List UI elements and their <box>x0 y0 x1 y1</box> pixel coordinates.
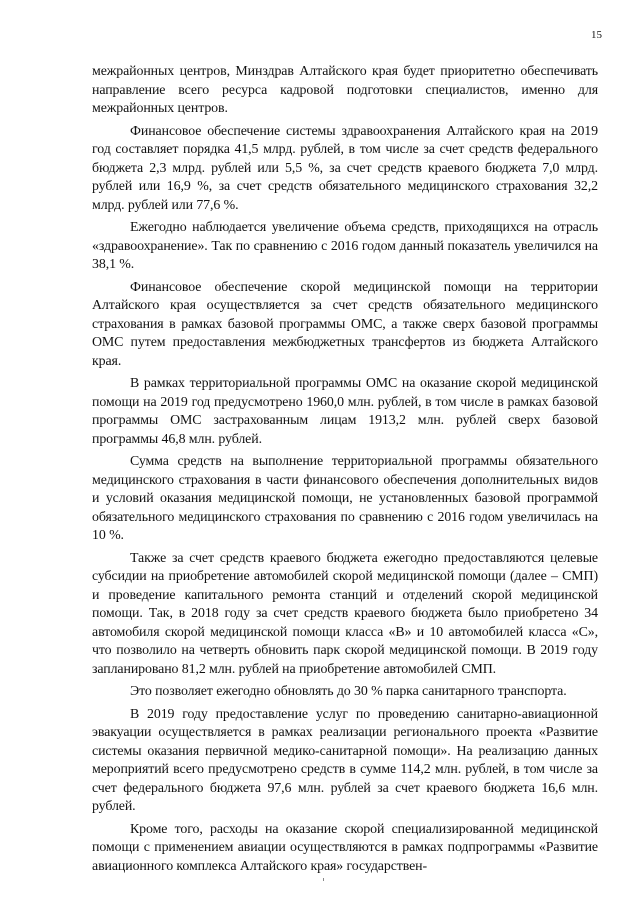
paragraph-6: Сумма средств на выполнение территориальной программы обязательного медицинского страхования в части финансового обеспечения дополнительных видов и условий оказания медицинской помощи, не установленных базовой программой обязательного медицинского страхования по сравнению с 2016 годом увеличилась на 10 %. <box>92 454 598 543</box>
paragraph-5: В рамках территориальной программы ОМС на оказание скорой медицинской помощи на 2019 год предусмотрено 1960,0 млн. рублей, в том числе в рамках базовой программы ОМС застрахованным лицам 1913,2 млн. рублей сверх базовой программы 46,8 млн. рублей. <box>92 376 598 447</box>
paragraph-2: Финансовое обеспечение системы здравоохранения Алтайского края на 2019 год составляет порядка 41,5 млрд. рублей, в том числе за счет средств федерального бюджета 2,3 млрд. рублей или 5,5 %, за счет средств краевого бюджета 7,0 млрд. рублей или 16,9 %, за счет средств обязательного медицинского страхования 32,2 млрд. рублей или 77,6 %. <box>92 123 598 213</box>
paragraph-4: Финансовое обеспечение скорой медицинской помощи на территории Алтайского края осуществляется за счет средств обязательного медицинского страхования в рамках базовой программы ОМС, а также сверх базовой программы ОМС путем предоставления межбюджетных трансфертов из бюджета Алтайского края. <box>92 279 598 369</box>
paragraph-7: Также за счет средств краевого бюджета ежегодно предоставляются целевые субсидии на приобретение автомобилей скорой медицинской помощи (далее – СМП) и проведение капитального ремонта станций и отделений скорой медицинской помощи. Так, в 2018 году за счет средств краевого бюджета было приобретено 34 автомобиля скорой медицинской помощи класса «В» и 10 автомобилей класса «С», что позволило на четверть обновить парк скорой медицинской помощи. В 2019 году запланировано 81,2 млн. рублей на приобретение автомобилей СМП. <box>92 550 598 677</box>
paragraph-3: Ежегодно наблюдается увеличение объема средств, приходящихся на отрасль «здравоохранение». Так по сравнению с 2016 годом данный показатель увеличился на 38,1 %. <box>92 220 598 272</box>
paragraph-8: Это позволяет ежегодно обновлять до 30 % парка санитарного транспорта. <box>130 684 567 699</box>
document-body <box>92 63 598 876</box>
paragraph-1: межрайонных центров, Минздрав Алтайского края будет приоритетно обеспечивать направление всего ресурса кадровой подготовки специалистов, именно для межрайонных центров. <box>92 64 598 116</box>
paragraph-10: Кроме того, расходы на оказание скорой специализированной медицинской помощи с применением авиации осуществляются в рамках подпрограммы «Развитие авиационного комплекса Алтайского края» государствен- <box>92 821 598 874</box>
paragraph-9: В 2019 году предоставление услуг по проведению санитарно-авиационной эвакуации осуществляется в рамках реализации регионального проекта «Развитие системы оказания первичной медико-санитарной помощи». На реализацию данных мероприятий всего предусмотрено средств в сумме 114,2 млн. рублей, в том числе за счет федерального бюджета 97,6 млн. рублей за счет краевого бюджета 16,6 млн. рублей. <box>92 706 598 814</box>
scan-artifact-dot <box>323 878 324 881</box>
page-number: 15 <box>591 29 602 41</box>
